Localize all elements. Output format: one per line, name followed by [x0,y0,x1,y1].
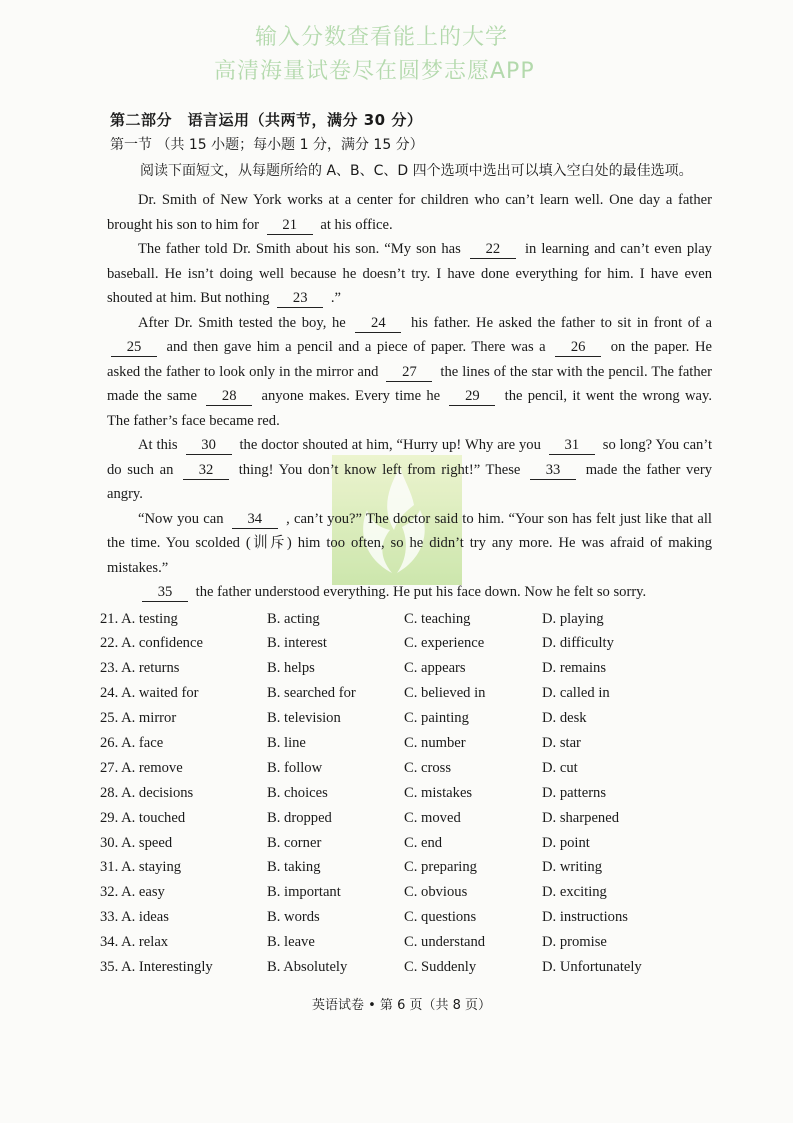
watermark-line-2: 高清海量试卷尽在圆梦志愿APP [214,59,535,84]
option-c: C. appears [404,660,466,677]
option-d: D. point [542,834,590,851]
passage-text: anyone makes. Every time he [261,388,441,404]
blank-35: 35 [142,584,188,602]
passage-text: the father understood everything. He put his face down. Now he felt so sorry. [195,584,647,600]
blank-25: 25 [111,339,157,357]
passage-text: the doctor shouted at him, “Hurry up! Why are you [239,437,541,453]
option-a: 32. A. easy [100,884,165,901]
option-c: C. preparing [404,859,477,876]
passage-paragraph [107,188,712,237]
option-a: 31. A. staying [100,859,182,876]
option-d: D. writing [542,859,602,876]
option-b: B. Absolutely [267,958,348,975]
section-title: 第二部分 语言运用（共两节，满分 30 分） [110,111,423,129]
page-footer: 英语试卷 • 第 6 页（共 8 页） [312,997,492,1013]
option-b: B. acting [267,610,320,627]
option-a: 25. A. mirror [100,710,177,727]
passage-text: at his office. [320,216,393,233]
question-row [100,930,715,955]
question-row [100,806,715,831]
passage-text: .” [330,290,342,306]
option-d: D. promise [542,934,607,951]
option-d: D. star [542,734,581,751]
option-d: D. exciting [542,884,607,901]
option-d: D. Unfortunately [542,958,642,975]
blank-27: 27 [386,364,432,382]
option-c: C. moved [404,809,461,826]
option-c: C. mistakes [404,784,473,801]
option-a: 22. A. confidence [100,635,203,652]
blank-34: 34 [232,511,278,529]
option-a: 21. A. testing [100,610,178,627]
passage-text: thing! You don’t know left from right!” These [238,461,521,478]
blank-26: 26 [555,339,601,357]
option-d: D. difficulty [542,635,614,652]
option-d: D. instructions [542,909,628,926]
subsection-title: 第一节 （共 15 小题；每小题 1 分，满分 15 分） [110,137,424,153]
exam-page-content [100,108,715,1013]
option-b: B. important [267,884,341,901]
passage-paragraph [107,507,712,581]
question-row [100,756,715,781]
option-a: 28. A. decisions [100,784,194,801]
option-b: B. choices [267,784,328,801]
option-a: 35. A. Interestingly [100,958,213,975]
option-c: C. Suddenly [404,958,477,975]
blank-23: 23 [277,290,323,308]
option-d: D. patterns [542,784,607,801]
option-a: 27. A. remove [100,759,183,776]
passage-text: the pencil, it went the wrong way. The father’s face became red. [107,388,712,429]
blank-22: 22 [470,241,516,259]
option-c: C. end [404,834,443,851]
option-b: B. interest [267,635,327,652]
cloze-passage [107,188,712,605]
blank-29: 29 [449,388,495,406]
question-row [100,880,715,905]
passage-text: After Dr. Smith tested the boy, he [138,314,346,331]
instructions: 阅读下面短文，从每题所给的 A、B、C、D 四个选项中选出可以填入空白处的最佳选项。 [140,163,693,179]
passage-paragraph [107,580,712,605]
option-a: 26. A. face [100,734,164,751]
option-a: 24. A. waited for [100,685,199,702]
passage-text: his father. He asked the father to sit in front of a [410,314,712,331]
question-row [100,607,715,632]
option-c: C. understand [404,934,486,951]
passage-text: the lines of the star with the pencil. The father made the same [107,363,712,404]
option-c: C. painting [404,710,469,727]
passage-text: so long? You can’t do such an [107,437,712,478]
question-row [100,781,715,806]
blank-33: 33 [530,462,576,480]
question-row [100,656,715,681]
option-d: D. playing [542,610,604,627]
option-c: C. number [404,734,466,751]
option-b: B. corner [267,834,322,851]
passage-text: Dr. Smith of New York works at a center for children who can’t learn well. One day a father brought his son to him for [107,192,712,233]
passage-paragraph [107,433,712,507]
option-d: D. remains [542,660,607,677]
passage-text: , can’t you?” The doctor said to him. “Your son has felt just like that all the time. You scolded (训斥) him too often, so he didn’t try any more. He was afraid of making mistakes.” [107,510,712,576]
option-b: B. television [267,710,341,727]
blank-31: 31 [549,437,595,455]
blank-30: 30 [186,437,232,455]
option-a: 30. A. speed [100,834,173,851]
blank-21: 21 [267,217,313,235]
question-row [100,631,715,656]
option-a: 23. A. returns [100,660,180,677]
option-a: 29. A. touched [100,809,186,826]
option-d: D. cut [542,759,578,776]
option-c: C. obvious [404,884,468,901]
passage-paragraph [107,311,712,434]
watermark-line-1: 输入分数查看能上的大学 [255,25,509,50]
answer-choices [100,607,715,980]
question-row [100,681,715,706]
passage-text: in learning and can’t even play baseball. He isn’t doing well because he doesn’t try. I have done everything for him. I have even shouted at him. But nothing [107,241,712,306]
passage-text: The father told Dr. Smith about his son. “My son has [138,241,461,257]
option-b: B. taking [267,859,321,876]
blank-24: 24 [355,315,401,333]
option-c: C. questions [404,909,477,926]
question-row [100,831,715,856]
passage-text: on the paper. He asked the father to look only in the mirror and [107,339,712,380]
passage-text: At this [138,437,178,453]
option-c: C. cross [404,759,452,776]
question-row [100,855,715,880]
option-b: B. dropped [267,809,332,826]
passage-paragraph [107,237,712,311]
passage-text: and then gave him a pencil and a piece of paper. There was a [166,339,546,355]
question-row [100,731,715,756]
passage-text: made the father very angry. [107,461,712,502]
passage-text: “Now you can [138,510,224,527]
option-b: B. follow [267,759,323,776]
option-c: C. experience [404,635,485,652]
option-a: 34. A. relax [100,934,169,951]
option-d: D. called in [542,685,610,702]
option-a: 33. A. ideas [100,909,169,926]
option-d: D. desk [542,710,587,727]
option-b: B. words [267,909,320,926]
option-b: B. searched for [267,685,356,702]
option-b: B. helps [267,660,315,677]
question-row [100,706,715,731]
question-row [100,905,715,930]
option-b: B. line [267,734,306,751]
blank-32: 32 [183,462,229,480]
option-d: D. sharpened [542,809,619,826]
option-c: C. believed in [404,685,486,702]
option-c: C. teaching [404,610,471,627]
option-b: B. leave [267,934,315,951]
blank-28: 28 [206,388,252,406]
question-row [100,955,715,980]
